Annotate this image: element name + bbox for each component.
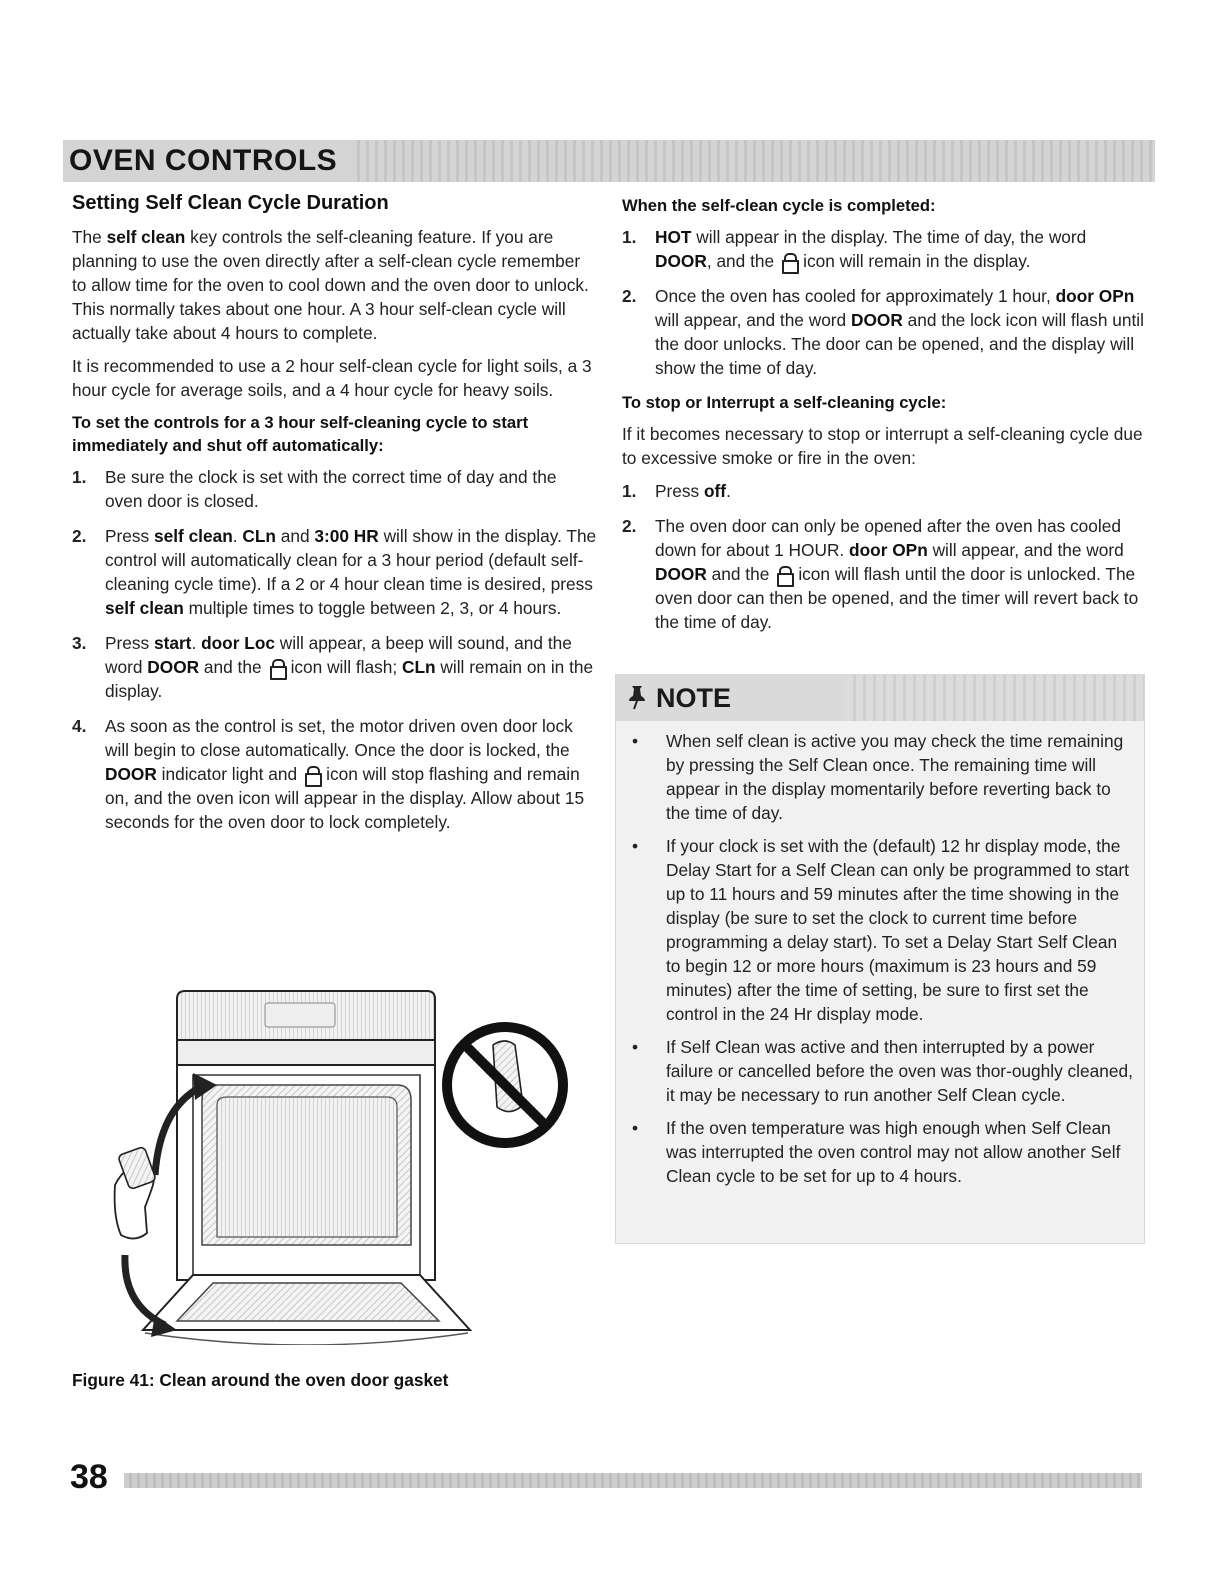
figure-caption: Figure 41: Clean around the oven door gasket: [72, 1370, 449, 1390]
intro-paragraph: The self clean key controls the self-cleaning feature. If you are planning to use the oven directly after a self-clean cycle remember to allow time for the oven to cool down and the oven door to unlock. This normally takes about one hour. A 3 hour self-clean cycle will actually take about 4 hours to complete.: [72, 227, 589, 343]
stop-intro: If it becomes necessary to stop or interrupt a self-cleaning cycle due to excessive smoke or fire in the oven:: [622, 424, 1143, 468]
step-item: 2. The oven door can only be opened after the oven has cooled down for about 1 HOUR. door OPn will appear, and the word DOOR and the icon will flash until the door is unlocked. The oven door can then be opened, and the timer will revert back to the time of day.: [622, 516, 1139, 632]
note-label: NOTE: [616, 675, 846, 721]
completed-heading: When the self-clean cycle is completed:: [622, 196, 936, 215]
note-header: [616, 675, 1144, 721]
step-item: 1. Be sure the clock is set with the correct time of day and the oven door is closed.: [72, 467, 557, 511]
stop-steps: [622, 479, 1147, 634]
footer-bar: [124, 1473, 1142, 1488]
stop-heading: To stop or Interrupt a self-cleaning cycle:: [622, 393, 947, 412]
note-list: [628, 729, 1136, 1197]
note-item: • If the oven temperature was high enough when Self Clean was interrupted the oven control may not allow another Self Clean cycle to be set for up to 4 hours.: [632, 1118, 1121, 1186]
step-item: 2. Press self clean. CLn and 3:00 HR will show in the display. The control will automatically clean for a 3 hour period (default self-cleaning cycle time). If a 2 or 4 hour clean time is desired, press self clean multiple times to toggle between 2, 3, or 4 hours.: [72, 526, 597, 618]
set-controls-steps: [72, 465, 597, 834]
lock-icon: [270, 659, 283, 676]
right-column: [622, 194, 1147, 645]
step-item: 4. As soon as the control is set, the motor driven oven door lock will begin to close automatically. Once the door is locked, the DOOR indicator light and icon will stop flashing and remain on, and the oven icon will appear in the display. Allow about 15 seconds for the oven door to lock completely.: [72, 716, 585, 832]
left-column: [72, 190, 597, 845]
step-item: 1. Press off.: [622, 481, 731, 501]
step-item: 3. Press start. door Loc will appear, a beep will sound, and the word DOOR and the icon will flash; CLn will remain on in the display.: [72, 633, 594, 701]
set-controls-subheading: To set the controls for a 3 hour self-cleaning cycle to start immediately and shut off automatically:: [72, 413, 529, 455]
note-item: • If Self Clean was active and then interrupted by a power failure or cancelled before the oven was thor-oughly cleaned, it may be necessary to run another Self Clean cycle.: [632, 1037, 1133, 1105]
section-heading: Setting Self Clean Cycle Duration: [72, 192, 389, 214]
lock-icon: [782, 253, 795, 270]
door-window: [177, 1283, 439, 1321]
step-item: 2. Once the oven has cooled for approximately 1 hour, door OPn will appear, and the word DOOR and the lock icon will flash until the door unlocks. The door can be opened, and the display will show the time of day.: [622, 286, 1144, 378]
note-item: • When self clean is active you may check the time remaining by pressing the Self Clean once. The remaining time will appear in the display momentarily before reverting back to the time of day.: [632, 731, 1124, 823]
recommendation-paragraph: It is recommended to use a 2 hour self-clean cycle for light soils, a 3 hour cycle for average soils, and a 4 hour cycle for heavy soils.: [72, 356, 592, 400]
oven-body: [177, 1040, 435, 1065]
section-title: OVEN CONTROLS: [63, 140, 355, 182]
oven-door-illustration: [105, 985, 575, 1345]
pushpin-icon: [626, 684, 648, 710]
note-item: • If your clock is set with the (default) 12 hr display mode, the Delay Start for a Self Clean can only be programmed to start up to 11 hours and 59 minutes after the time showing in the display (be sure to set the clock to current time before programming a delay start). To set a Delay Start Self Clean to begin 12 or more hours (maximum is 23 hours and 59 minutes) after the time of setting, be sure to first set the control in the 24 Hr display mode.: [632, 836, 1129, 1024]
page-number: 38: [70, 1458, 108, 1496]
step-item: 1. HOT will appear in the display. The time of day, the word DOOR, and the icon will remain in the display.: [622, 227, 1087, 271]
lock-icon: [305, 766, 318, 783]
lock-icon: [777, 566, 790, 583]
note-box: [615, 674, 1145, 1244]
oven-display: [265, 1003, 335, 1027]
section-banner: [63, 140, 1155, 182]
completed-steps: [622, 225, 1147, 380]
do-not-icon: [447, 1027, 563, 1143]
